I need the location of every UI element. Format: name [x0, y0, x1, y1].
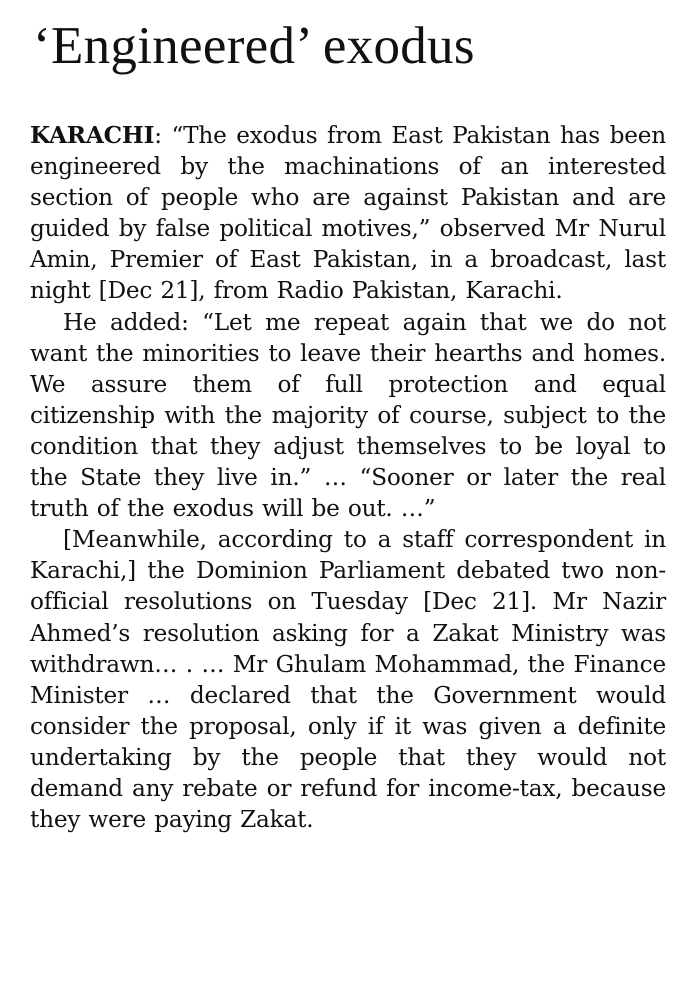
news-article [30, 12, 666, 835]
paragraph-2: He added: “Let me repeat again that we do not want the minorities to leave their hearths and homes. We assure them of full protection and equal citizenship with the majority of course, subject to the condition that they adjust themselves to be loyal to the State they live in.” … “Sooner or later the real truth of the exodus will be out. …” [30, 308, 666, 523]
dateline: KARACHI [30, 122, 155, 149]
paragraph-1 [30, 120, 666, 307]
headline: ‘Engineered’ exodus [33, 17, 475, 75]
paragraph-3: [Meanwhile, according to a staff correspondent in Karachi,] the Dominion Parliament debated two non-official resolutions on Tuesday [Dec 21]. Mr Nazir Ahmed’s resolution asking for a Zakat Ministry was withdrawn… . … Mr Ghulam Mohammad, the Finance Minister … declared that the Government would consider the proposal, only if it was given a definite undertaking by the people that they would not demand any rebate or refund for income-tax, because they were paying Zakat. [30, 526, 666, 834]
article-body [30, 120, 666, 835]
paragraph-1-text: : “The exodus from East Pakistan has been engineered by the machinations of an interested section of people who are against Pakistan and are guided by false political motives,” observed Mr Nurul Amin, Premier of East Pakistan, in a broadcast, last night [Dec 21], from Radio Pakistan, Karachi. [30, 122, 666, 305]
